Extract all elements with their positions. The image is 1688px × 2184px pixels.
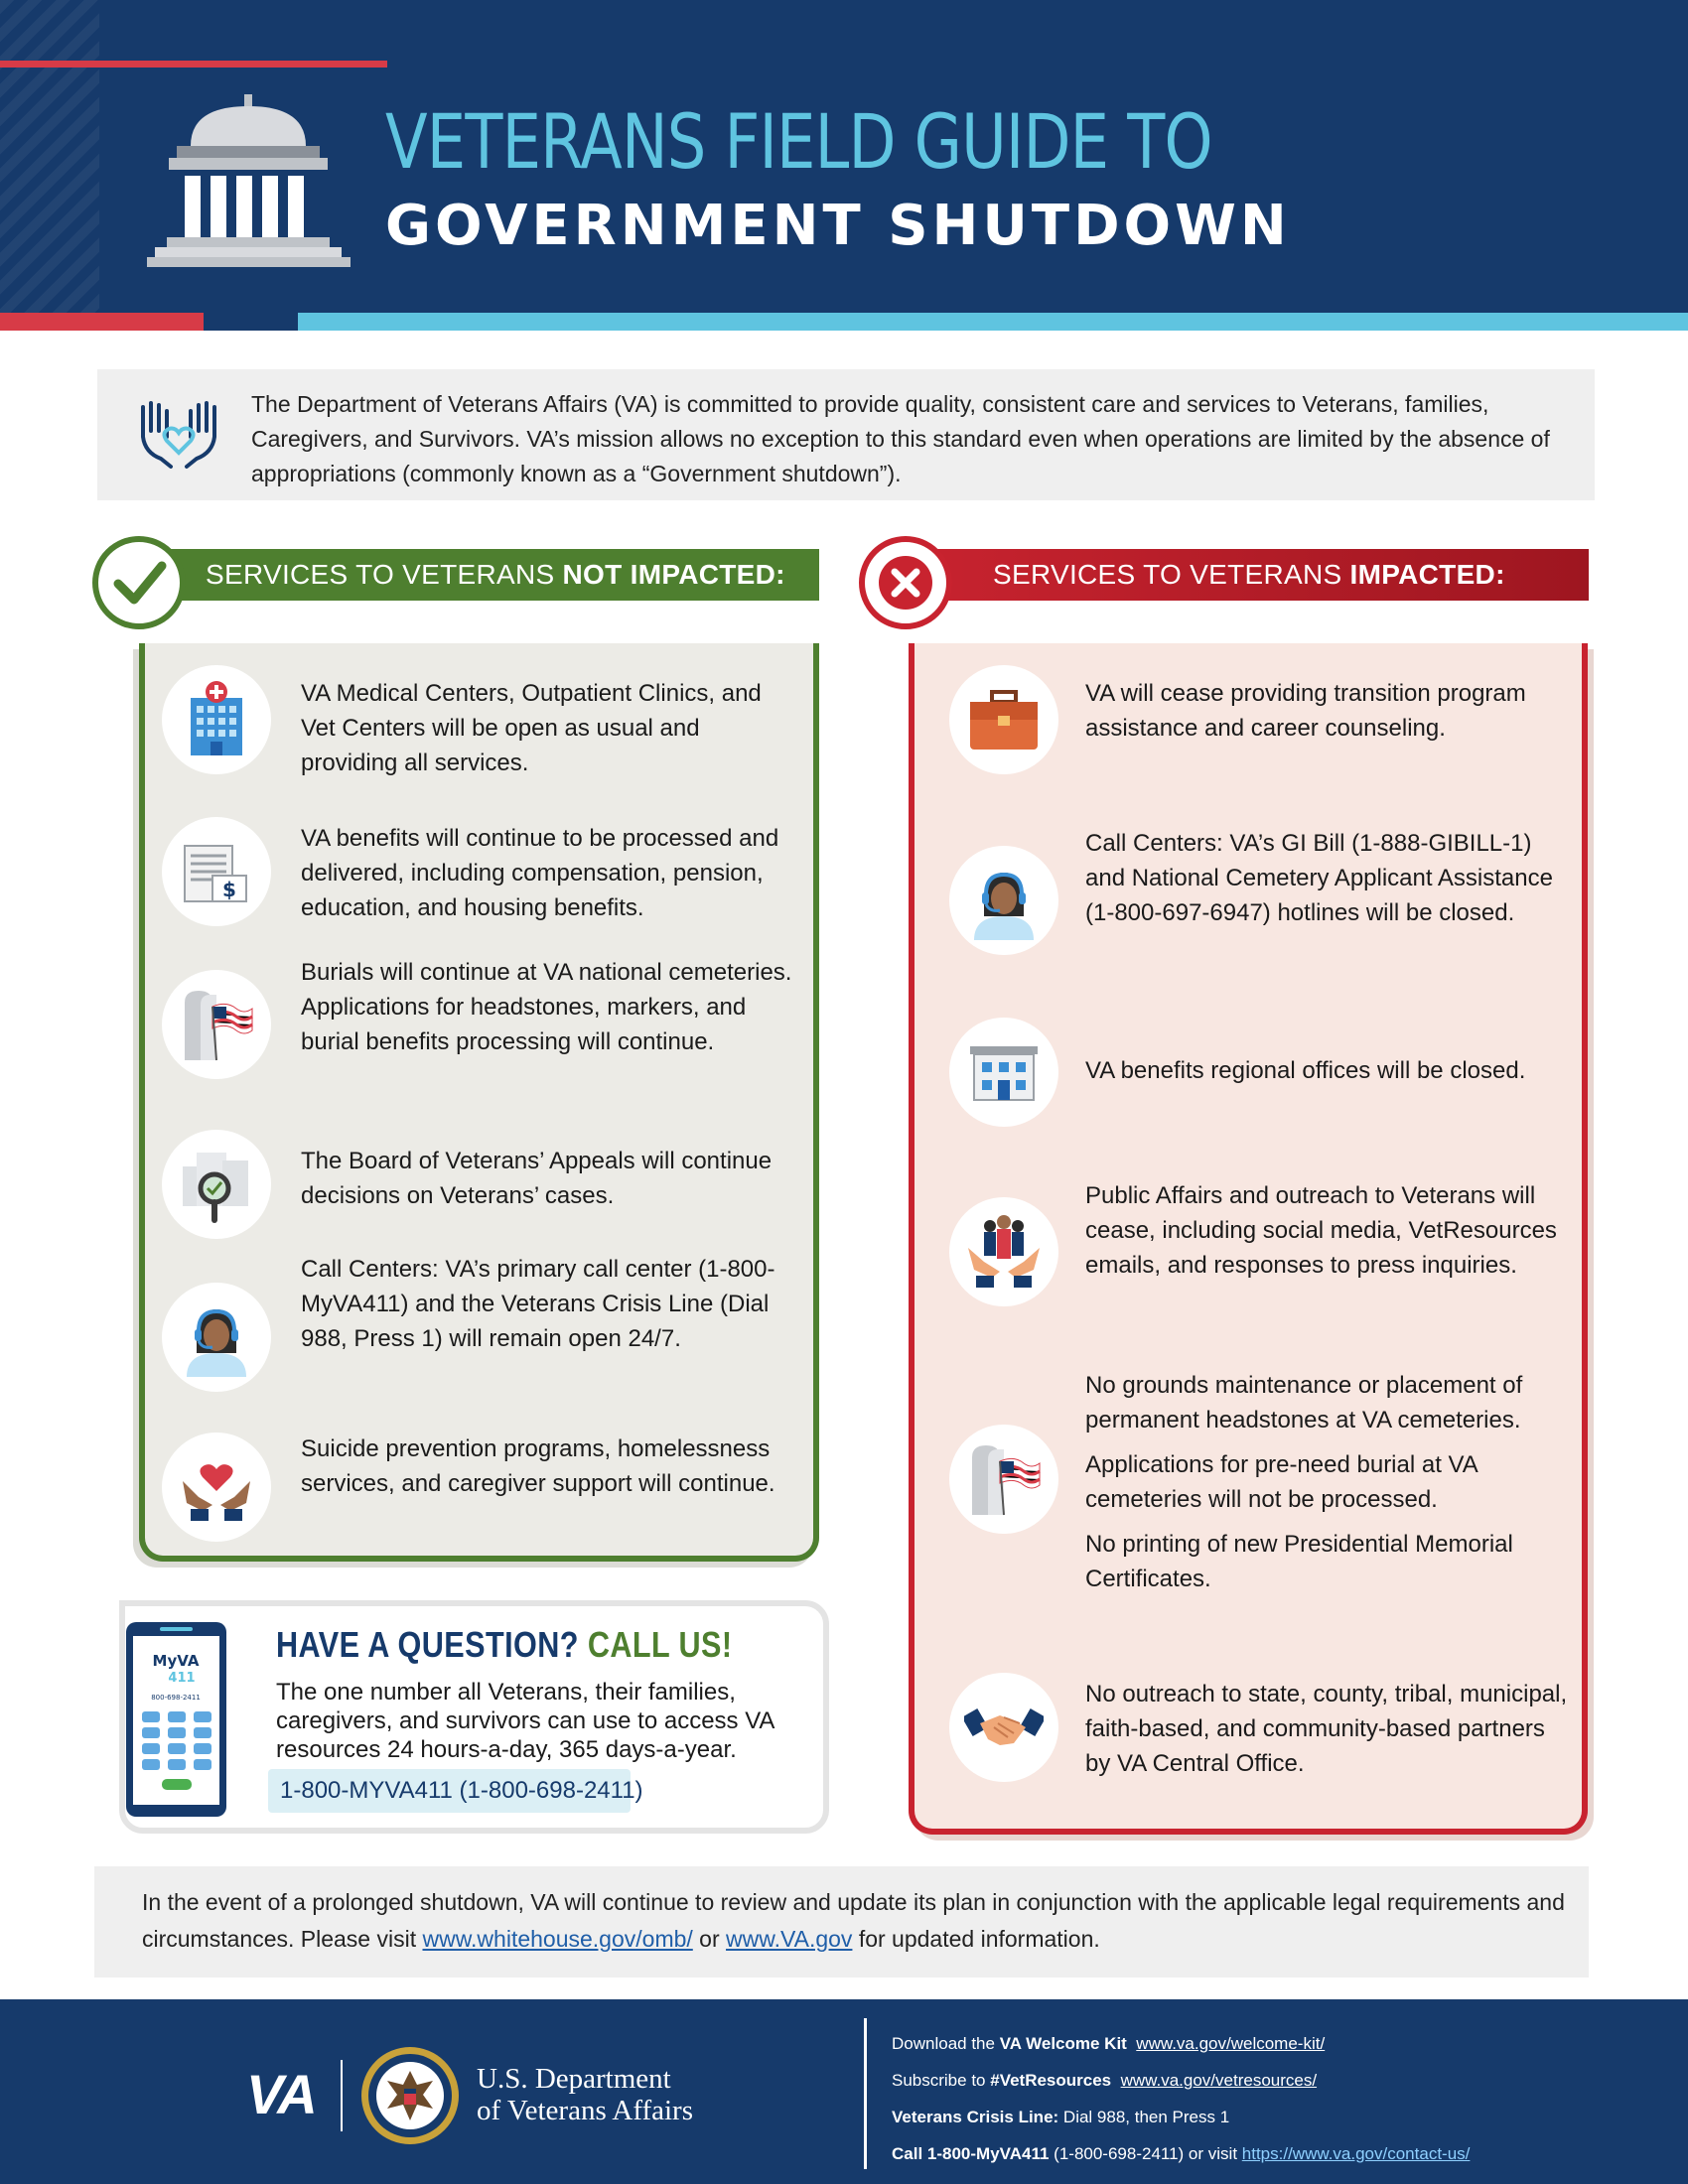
call-us-body: The one number all Veterans, their families, caregivers, and survivors can use to access VA resources 24 hours-a-day, 365 days-a-year. — [276, 1679, 774, 1763]
impacted-text-1: VA will cease providing transition program assistance and career counseling. — [1085, 680, 1526, 742]
heart-hands-icon — [162, 1433, 271, 1542]
outreach-people-icon — [949, 1197, 1058, 1306]
department-name-line-2: of Veterans Affairs — [477, 2095, 693, 2126]
department-name-line-1: U.S. Department — [477, 2063, 671, 2095]
impacted-text-5a: No grounds maintenance or placement of permanent headstones at VA cemeteries. — [1085, 1372, 1523, 1433]
svg-text:$: $ — [222, 878, 236, 901]
phone-app-name: MyVA — [152, 1652, 200, 1670]
whitehouse-omb-link[interactable]: www.whitehouse.gov/omb/ — [422, 1926, 693, 1952]
welcome-kit-link[interactable]: www.va.gov/welcome-kit/ — [1136, 2034, 1326, 2053]
footer-line-welcome-kit — [892, 2025, 1666, 2062]
contact-us-link[interactable]: https://www.va.gov/contact-us/ — [1241, 2144, 1471, 2163]
impacted-text-5b: Applications for pre-need burial at VA cemeteries will not be processed. — [1085, 1451, 1477, 1513]
va-gov-link[interactable]: www.VA.gov — [726, 1926, 853, 1952]
call-title-question: HAVE A QUESTION? — [276, 1624, 579, 1665]
page-header — [0, 0, 1688, 313]
office-building-icon — [949, 1018, 1058, 1127]
impacted-title-prefix: SERVICES TO VETERANS — [993, 559, 1350, 590]
impacted-text-2: Call Centers: VA’s GI Bill (1-888-GIBILL-1) and National Cemetery Applicant Assistance (1-800-697-6947) hotlines will be closed. — [1085, 830, 1553, 926]
briefcase-icon — [949, 665, 1058, 774]
x-mark-icon — [875, 552, 936, 614]
footer-line-crisis — [892, 2099, 1666, 2135]
title-line-1: VETERANS FIELD GUIDE TO — [385, 97, 1212, 186]
not-impacted-text-6: Suicide prevention programs, homelessness services, and caregiver support will continue. — [301, 1435, 775, 1497]
va-seal-icon — [359, 2045, 461, 2146]
impacted-title-emph: IMPACTED: — [1349, 559, 1505, 590]
call-agent-icon — [949, 846, 1058, 955]
footer-links — [892, 2025, 1666, 2172]
title-line-2: GOVERNMENT SHUTDOWN — [385, 194, 1291, 258]
checkmark-icon — [108, 552, 170, 614]
not-impacted-text-1: VA Medical Centers, Outpatient Clinics, and Vet Centers will be open as usual and providing all services. — [301, 680, 762, 776]
caring-hands-heart-icon — [137, 397, 220, 473]
check-badge — [92, 536, 186, 629]
footer-l4-a: Call 1-800-MyVA411 — [892, 2144, 1050, 2163]
call-agent-icon — [162, 1283, 271, 1392]
header-stripe-navy — [204, 313, 298, 331]
phone-app-number: 800-698-2411 — [151, 1694, 201, 1702]
not-impacted-text-5: Call Centers: VA’s primary call center (1-800-MyVA411) and the Veterans Crisis Line (Dial 988, Press 1) will remain open 24/7. — [301, 1256, 775, 1352]
va-logo: VA — [246, 2063, 316, 2125]
footer-l3-a: Veterans Crisis Line: — [892, 2108, 1059, 2126]
not-impacted-text-2: VA benefits will continue to be processed and delivered, including compensation, pension, education, and housing benefits. — [301, 825, 779, 921]
handshake-icon — [949, 1673, 1058, 1782]
footer-l3-b: Dial 988, then Press 1 — [1058, 2108, 1230, 2126]
headstone-flag-icon — [162, 970, 271, 1079]
impacted-text-4: Public Affairs and outreach to Veterans will cease, including social media, VetResources emails, and responses to press inquiries. — [1085, 1182, 1557, 1279]
call-phone-number[interactable]: 1-800-MYVA411 (1-800-698-2411) — [268, 1769, 631, 1813]
impacted-text-5c: No printing of new Presidential Memorial Certificates. — [1085, 1531, 1513, 1592]
hospital-icon — [162, 665, 271, 774]
header-stripe-pattern — [0, 0, 99, 313]
header-accent-line — [0, 61, 387, 68]
appeals-magnifier-icon — [162, 1130, 271, 1239]
prolonged-shutdown-note — [94, 1866, 1589, 1978]
note-text — [142, 1884, 1572, 1958]
header-stripe-cyan — [298, 313, 1688, 331]
footer-line-vetresources — [892, 2062, 1666, 2099]
footer-l1-a: Download the — [892, 2034, 1000, 2053]
department-name — [477, 2063, 693, 2126]
not-impacted-title-prefix: SERVICES TO VETERANS — [206, 559, 563, 590]
not-impacted-panel — [139, 643, 819, 1562]
footer-l2-a: Subscribe to — [892, 2071, 991, 2090]
note-text-a: In the event of a prolonged shutdown, VA will continue to review and update its plan in conjunction with the applicable legal requirements and circumstances. Please visit — [142, 1889, 1565, 1952]
call-title-emph: CALL US! — [587, 1624, 733, 1665]
note-text-c: for updated information. — [852, 1926, 1100, 1952]
call-us-title — [276, 1624, 732, 1666]
intro-text: The Department of Veterans Affairs (VA) is committed to provide quality, consistent care and services to Veterans, families, Caregivers, and Survivors. VA’s mission allows no exception to this standard even when operations are limited by the absence of appropriations (commonly known as a “Government shutdown”). — [251, 391, 1550, 486]
not-impacted-title-emph: NOT IMPACTED: — [562, 559, 785, 590]
not-impacted-text-3: Burials will continue at VA national cemeteries. Applications for headstones, markers, and burial benefits processing will continue. — [301, 959, 792, 1055]
x-badge — [859, 536, 952, 629]
footer-l2-b: #VetResources — [990, 2071, 1112, 2090]
logo-divider — [341, 2060, 343, 2131]
footer-line-contact — [892, 2135, 1666, 2172]
capitol-dome-icon — [147, 94, 351, 273]
intro-box — [97, 369, 1595, 500]
impacted-text-3: VA benefits regional offices will be closed. — [1085, 1057, 1526, 1084]
smartphone-myva411-icon — [124, 1620, 228, 1819]
not-impacted-title — [206, 559, 785, 591]
footer-divider — [864, 2018, 867, 2169]
note-text-b: or — [692, 1926, 727, 1952]
benefits-check-icon — [162, 817, 271, 926]
not-impacted-text-4: The Board of Veterans’ Appeals will continue decisions on Veterans’ cases. — [301, 1148, 773, 1209]
header-stripe-red — [0, 313, 204, 331]
impacted-text-6: No outreach to state, county, tribal, municipal, faith-based, and community-based partners by VA Central Office. — [1085, 1681, 1568, 1777]
impacted-banner — [909, 549, 1589, 601]
headstone-flag-icon — [949, 1425, 1058, 1534]
phone-app-sub: 411 — [168, 1671, 196, 1686]
not-impacted-banner — [154, 549, 819, 601]
footer-l1-b: VA Welcome Kit — [999, 2034, 1127, 2053]
footer-l4-b: (1-800-698-2411) or visit — [1049, 2144, 1242, 2163]
vetresources-link[interactable]: www.va.gov/vetresources/ — [1120, 2071, 1318, 2090]
impacted-title — [993, 559, 1505, 591]
